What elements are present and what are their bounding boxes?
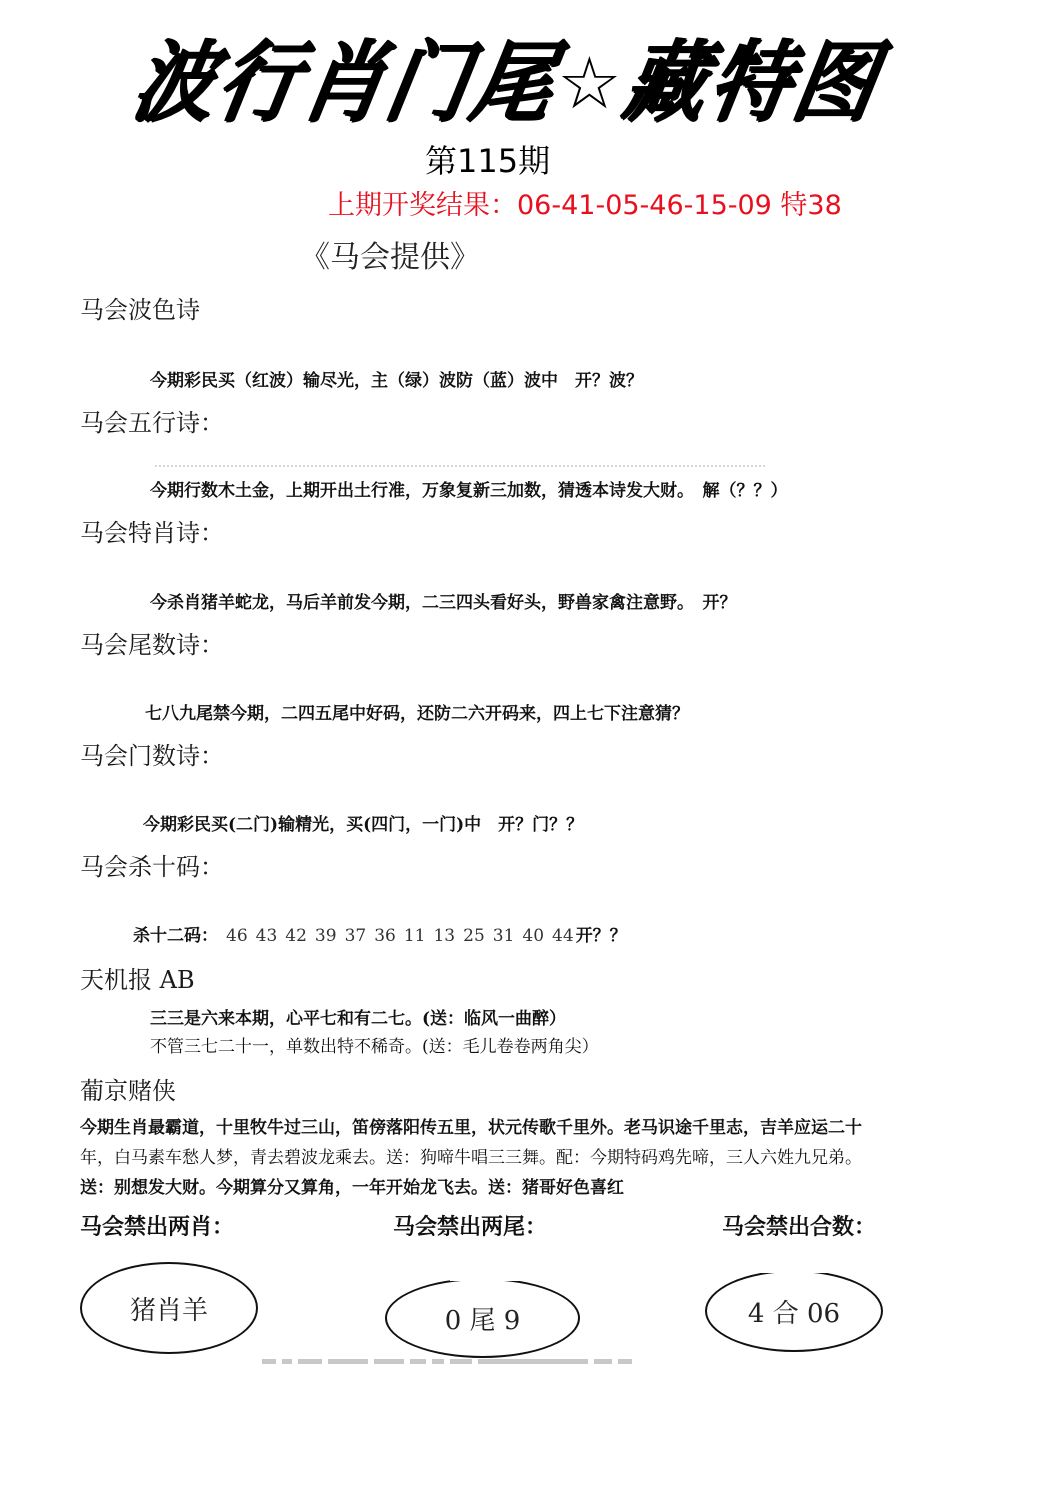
poem-tail: 七八九尾禁今期，二四五尾中好码，还防二六开码来，四上七下注意猜？ [145,704,689,724]
section-title-wave: 马会波色诗 [80,296,200,324]
poem-zodiac: 今杀肖猪羊蛇龙，马后羊前发今期，二三四头看好头，野兽家禽注意野。 开？ [150,593,737,613]
title-char: 图 [785,31,885,134]
oval-gap [450,1275,525,1281]
ban-sum-oval [705,1270,883,1352]
title-char: 藏 [617,31,716,134]
main-title [126,28,885,138]
kill-number: 13 [433,926,456,946]
title-char: 波 [126,31,225,134]
title-char: 肖 [294,31,393,134]
ban-sum-value: 4 合 06 [747,1298,841,1329]
star-icon: ☆ [557,41,622,125]
gambler-paragraph [80,1113,960,1203]
oval-gap [745,1267,855,1273]
section-title-gambler: 葡京赌侠 [80,1077,176,1105]
kill-numbers-row [133,921,627,946]
kill-number: 25 [463,926,485,946]
poem-five-elements: 今期行数木土金，上期开出土行准，万象复新三加数，猜透本诗发大财。 解（？？） [150,481,788,501]
section-title-tail: 马会尾数诗： [80,631,224,659]
poem-wave: 今期彩民买（红波）输尽光，主（绿）波防（蓝）波中 开？波？ [150,371,643,391]
issue-number: 第115期 [425,142,551,180]
tianji-line-1: 三三是六来本期，心平七和有二七。(送：临风一曲醉） [150,1009,567,1029]
ban-zodiac-label: 马会禁出两肖： [80,1215,235,1240]
last-result: 上期开奖结果：06-41-05-46-15-09 特38 [328,190,842,221]
ban-tail-value: 0 尾 9 [444,1305,521,1336]
kill-number: 39 [314,926,337,946]
title-char: 门 [379,31,478,134]
ban-tail-oval [385,1278,580,1358]
kill-number: 40 [522,926,545,946]
ban-zodiac-value: 猪肖羊 [129,1295,208,1326]
tianji-line-2: 不管三七二十一，单数出特不稀奇。(送：毛儿卷卷两角尖） [150,1037,599,1057]
gambler-line-1: 今期生肖最霸道，十里牧牛过三山，笛傍落阳传五里，状元传歌千里外。老马识途千里志，吉羊应运二十 [80,1118,862,1138]
section-title-tianji: 天机报 AB [80,966,195,994]
kill-number: 46 [226,926,248,946]
section-title-door: 马会门数诗： [80,742,224,770]
kill-number: 42 [285,926,307,946]
gambler-line-2: 年，白马素车愁人梦，青去碧波龙乘去。送：狗啼牛唱三三舞。配：今期特码鸡先啼，三人六姓九兄弟。 [80,1148,862,1168]
kill-number: 43 [255,926,278,946]
kill-number: 11 [403,926,426,946]
title-char: 行 [210,31,309,134]
kill-suffix: 开？？ [575,926,627,946]
ban-sum-label: 马会禁出合数： [722,1215,877,1240]
kill-number: 36 [374,926,396,946]
kill-number: 31 [492,926,515,946]
divider [155,465,765,467]
section-title-zodiac: 马会特肖诗： [80,519,224,547]
clipped-footer-text [262,1356,762,1366]
kill-number: 44 [552,926,574,946]
ban-tail-label: 马会禁出两尾： [393,1215,548,1240]
kill-number: 37 [344,926,367,946]
poem-door: 今期彩民买(二门)输精光，买(四门，一门)中 开？门？？ [143,815,584,835]
title-char: 特 [701,31,800,134]
provider-label: 《马会提供》 [300,240,480,275]
ban-zodiac-oval [80,1262,258,1354]
gambler-line-3: 送：别想发大财。今期算分又算角，一年开始龙飞去。送：猪哥好色喜红 [80,1178,624,1198]
section-title-kill: 马会杀十码： [80,853,224,881]
kill-label: 杀十二码： [133,926,218,946]
section-title-five-elements: 马会五行诗： [80,409,224,437]
title-char: 尾 [463,31,562,134]
